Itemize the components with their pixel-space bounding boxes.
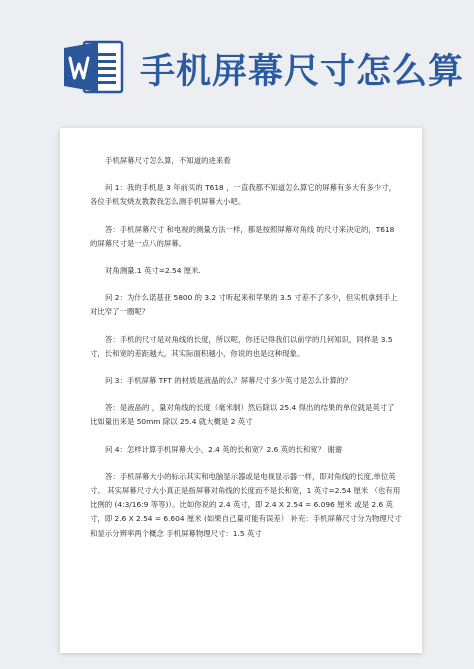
paragraph: 对角测量.1 英寸=2.54 厘米.	[105, 266, 201, 276]
paragraph: 答：手机屏幕大小的标示其实和电脑显示器或是电视显示器一样，即对角线的长度,单位英寸。 其实屏幕尺寸大小真正是指屏幕对角线的长度而不是长和宽，1 英寸=2.54 厘米 （也有用比例的 (4:3/16:9 等等)）。比如你说的 2.4 英寸，即 2.4 X 2.54 = 6.096 厘米 或是 2.6 英寸，即 2.6 X 2.54 = 6.604 厘米 (如果自己量可能有误差） 补充：手机屏幕尺寸分为物理尺寸和显示分辨率两个概念 手机屏幕物理尺寸：1.5 英寸	[90, 471, 402, 538]
document-title: 手机屏幕尺寸怎么算	[140, 51, 465, 92]
page-header	[0, 0, 474, 118]
paragraph: 手机屏幕尺寸怎么算，不知道的进来看	[105, 156, 231, 165]
document-body	[90, 154, 402, 554]
word-icon	[62, 38, 124, 96]
paragraph: 答：手机屏幕尺寸 和电视的测量方法一样，都是按照屏幕对角线 的尺寸来决定的，T618 的屏幕尺寸是一点八的屏幕。	[90, 224, 395, 248]
paragraph: 问 4：怎样计算手机屏幕大小，2.4 英的长和宽？2.6 英的长和宽？ 谢谢	[105, 444, 343, 454]
paragraph: 答：手机的尺寸是对角线的长度，所以呢，你还记得我们以前学的几何知识，同样是 3.5 寸，长和宽的差距越大，其实际面积越小，你说的也是这种现象。	[90, 334, 393, 358]
paragraph: 问 3：手机屏幕 TFT 的材质是液晶的么？屏幕尺寸多少英寸是怎么计算的？	[105, 376, 352, 386]
paragraph: 问 1：我的手机是 3 年前买的 T618 ，一直我都不知道怎么算它的屏幕有多大有多少寸，各位手机发烧友教教我怎么测手机屏幕大小吧。	[90, 183, 397, 207]
paragraph: 答：是液晶的 ，量对角线的长度（毫米制）然后除以 25.4 得出的结果的单位就是英寸了 比如量出来是 50mm 除以 25.4 就大概是 2 英寸	[90, 403, 395, 427]
paragraph: 问 2：为什么诺基亚 5800 的 3.2 寸听起来和苹果的 3.5 寸差不了多少，但实机拿到手上对比窄了一圈呢？	[90, 293, 398, 317]
document-page	[60, 128, 422, 653]
